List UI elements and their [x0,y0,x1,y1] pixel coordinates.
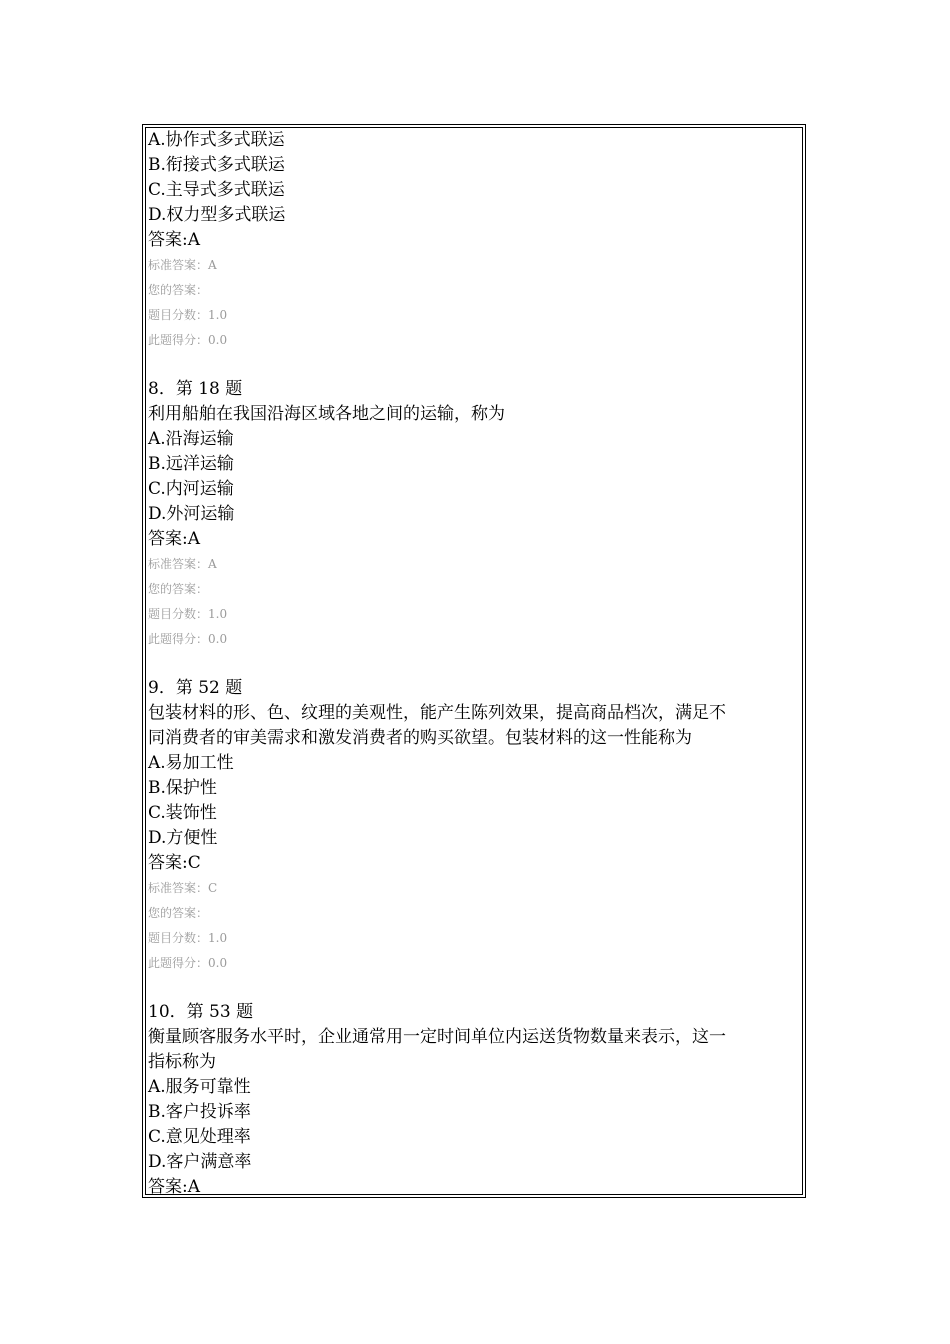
option-d: D.客户满意率 [148,1152,252,1172]
option-b: B.远洋运输 [148,454,234,474]
question-score: 题目分数：1.0 [148,308,228,322]
question-score: 题目分数：1.0 [148,931,228,945]
standard-answer: 标准答案：C [148,881,218,895]
question-block-10 [148,1000,802,1195]
standard-answer: 标准答案：A [148,258,217,272]
option-b: B.客户投诉率 [148,1102,251,1122]
answer: 答案:A [148,1177,201,1195]
your-answer: 您的答案： [148,906,209,920]
question-stem-line-2: 指标称为 [148,1052,216,1072]
question-cell [145,127,803,1195]
question-stem: 利用船舶在我国沿海区域各地之间的运输，称为 [148,404,505,424]
option-b: B.保护性 [148,778,217,798]
option-c: C.内河运输 [148,479,234,499]
question-score: 题目分数：1.0 [148,607,228,621]
option-c: C.意见处理率 [148,1127,251,1147]
question-table [142,124,806,1198]
standard-answer: 标准答案：A [148,557,217,571]
option-a: A.协作式多式联运 [148,130,285,150]
earned-score: 此题得分：0.0 [148,333,228,347]
question-heading: 9．第 52 题 [148,678,243,698]
block-spacer [148,652,802,676]
answer: 答案:C [148,853,201,873]
earned-score: 此题得分：0.0 [148,632,228,646]
question-block-9 [148,676,802,976]
option-a: A.沿海运输 [148,429,234,449]
question-stem-line-1: 衡量顾客服务水平时，企业通常用一定时间单位内运送货物数量来表示，这一 [148,1027,726,1047]
question-stem-line-1: 包装材料的形、色、纹理的美观性，能产生陈列效果，提高商品档次，满足不 [148,703,726,723]
block-spacer [148,976,802,1000]
option-a: A.易加工性 [148,753,234,773]
option-b: B.衔接式多式联运 [148,155,285,175]
question-block-8 [148,377,802,652]
question-block-7 [148,128,802,353]
answer: 答案:A [148,230,201,250]
answer: 答案:A [148,529,201,549]
block-spacer [148,353,802,377]
question-heading: 10．第 53 题 [148,1002,254,1022]
option-d: D.外河运输 [148,504,235,524]
question-stem-line-2: 同消费者的审美需求和激发消费者的购买欲望。包装材料的这一性能称为 [148,728,692,748]
option-c: C.装饰性 [148,803,217,823]
your-answer: 您的答案： [148,283,209,297]
option-c: C.主导式多式联运 [148,180,285,200]
your-answer: 您的答案： [148,582,209,596]
earned-score: 此题得分：0.0 [148,956,228,970]
option-d: D.权力型多式联运 [148,205,286,225]
option-a: A.服务可靠性 [148,1077,251,1097]
option-d: D.方便性 [148,828,218,848]
question-heading: 8．第 18 题 [148,379,243,399]
